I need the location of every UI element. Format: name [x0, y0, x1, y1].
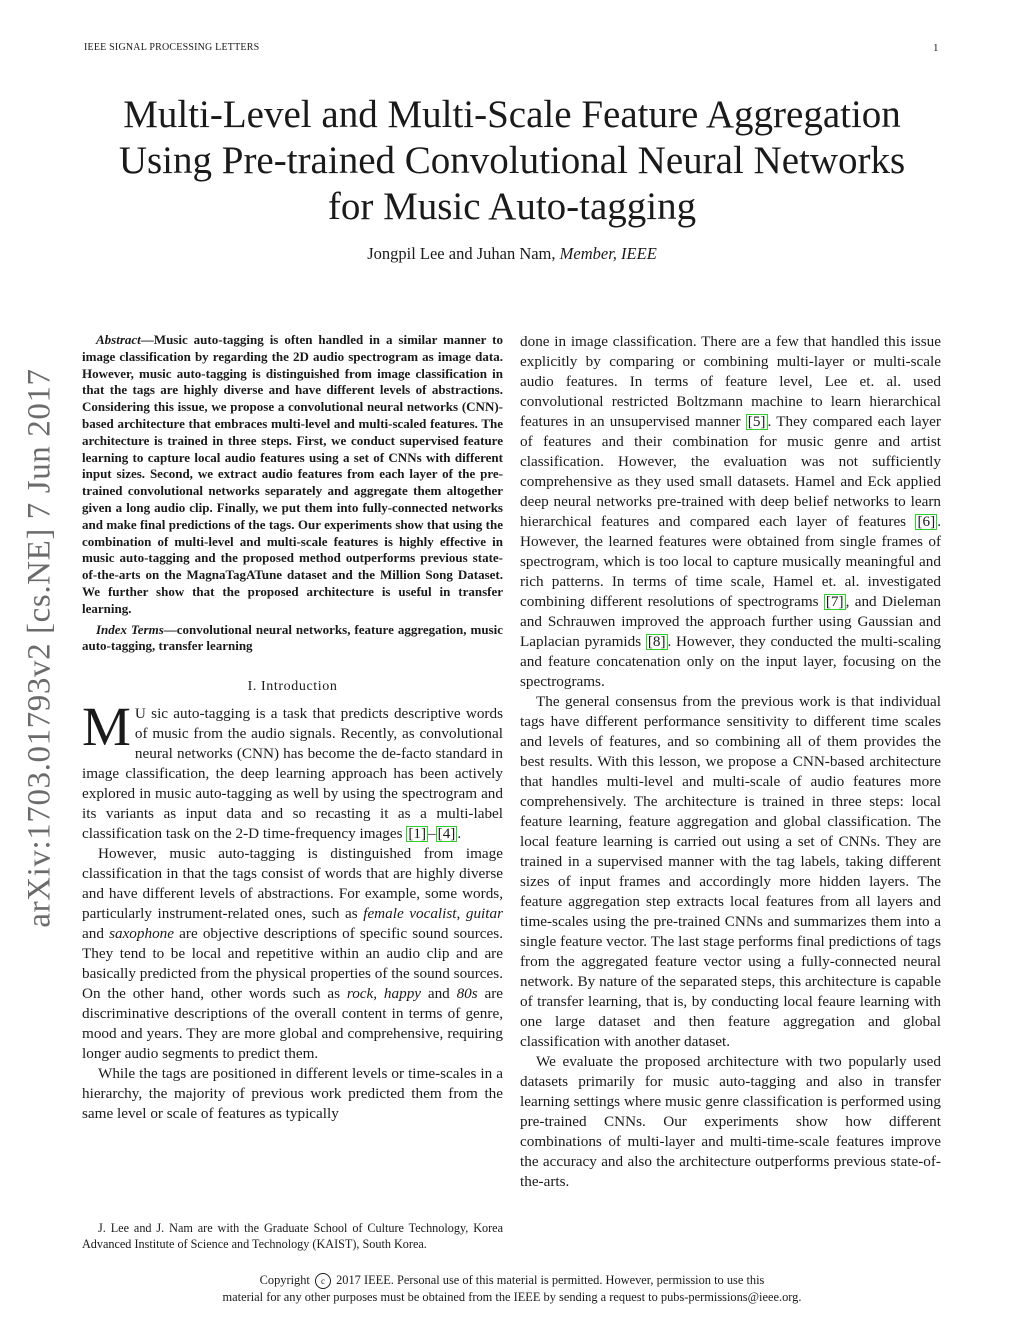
term-rock: rock: [346, 985, 374, 1003]
term-happy: happy: [383, 985, 422, 1003]
copyright-line-2: material for any other purposes must be obtained from the IEEE by sending a request to pubs-permissions@ieee.org.: [222, 1290, 802, 1305]
abstract-dash: —: [140, 332, 154, 347]
citation-7[interactable]: [7]: [825, 593, 844, 610]
copyright-symbol-icon: c: [315, 1273, 331, 1289]
index-terms-dash: —: [163, 621, 177, 637]
page-number: 1: [933, 42, 939, 54]
term-saxophone: saxophone: [109, 925, 175, 943]
citation-range-dash: –: [428, 825, 436, 843]
section-heading-introduction: I. Introduction: [247, 679, 338, 695]
citation-5[interactable]: [5]: [747, 413, 766, 430]
term-guitar: guitar: [465, 905, 503, 923]
intro-paragraph-4: [520, 332, 941, 692]
abstract: [82, 332, 503, 618]
citation-6[interactable]: [6]: [917, 513, 936, 530]
intro-p2-text-g: are discriminative descriptions of the overall content in terms of genre, mood and years. They are more global and comprehensive, requiring longer audio segments to predict them.: [82, 985, 504, 1063]
intro-p1-end: .: [457, 825, 462, 843]
arxiv-id[interactable]: arXiv:1703.01793v2 [cs.NE] 7 Jun 2017: [21, 368, 58, 928]
index-terms: [82, 622, 503, 656]
title-line-1: Multi-Level and Multi-Scale Feature Aggregation: [123, 93, 901, 136]
intro-p2-text-f: and: [421, 985, 457, 1003]
author-line: [84, 244, 940, 264]
intro-p4-text-e: . However, they conducted the multi-scaling and feature concatenation only on the input layer, focusing on the spectrograms.: [520, 633, 942, 690]
intro-p4-text-c: . However, the learned features were obtained from single frames of spectrogram, which is too local to capture musically meaningful and rich patterns. In terms of time scale, Hamel et. al. investigated combining different resolutions of spectrograms: [520, 513, 941, 610]
term-female-vocalist: female vocalist: [363, 905, 457, 923]
intro-p2-text-a: However, music auto-tagging is distinguished from image classification in that the tags consist of words that are highly diverse and have different levels of abstractions. For example, some words, particularly instrument-related ones, such as: [82, 845, 503, 923]
title-line-2: Using Pre-trained Convolutional Neural Networks: [118, 139, 906, 182]
intro-p2-text-b: ,: [456, 905, 466, 923]
paper-title: [84, 92, 940, 230]
left-column: [82, 332, 503, 1124]
copyright-text-a: Copyright: [259, 1273, 313, 1287]
copyright-text-b: 2017 IEEE. Personal use of this material is permitted. However, permission to use this: [332, 1273, 765, 1287]
intro-p2-text-e: ,: [373, 985, 384, 1003]
intro-p2-text-c: and: [82, 925, 110, 943]
intro-paragraph-6: We evaluate the proposed architecture with two popularly used datasets primarily for music auto-tagging and also in transfer learning settings where music genre classification is performed using pre-trained CNNs. Our experiments show how different combinations of multi-layer and multi-time-scale features improve the accuracy and also the architecture outperforms previous state-of-the-arts.: [520, 1053, 941, 1190]
right-column: [520, 332, 941, 1192]
intro-paragraph-1: [82, 696, 503, 844]
citation-8[interactable]: [8]: [647, 633, 666, 650]
citation-1[interactable]: [1]: [408, 825, 427, 843]
intro-paragraph-3: While the tags are positioned in different levels or time-scales in a hierarchy, the majority of previous work predicted them from the same level or scale of features as typically: [82, 1065, 503, 1123]
index-terms-text: convolutional neural networks, feature aggregation, music auto-tagging, transfer learning: [82, 621, 503, 654]
abstract-text: Music auto-tagging is often handled in a similar manner to image classification by regarding the 2D audio spectrogram as image data. However, music auto-tagging is distinguished from image classification in that the tags are highly diverse and have different levels of abstractions. Considering this issue, we propose a convolutional neural networks (CNN)-based architecture that embraces multi-level and multi-scaled features. The architecture is trained in three steps. First, we conduct supervised feature learning to capture local audio features using a set of CNNs with different input sizes. Second, we extract audio features from each layer of the pre-trained convolutional networks separately and aggregate them altogether given a long audio clip. Finally, we put them into fully-connected networks and make final predictions of the tags. Our experiments show that using the combination of multi-level and multi-scale features is highly effective in music auto-tagging and the proposed method outperforms previous state-of-the-arts on the MagnaTagATune dataset and the Million Song Dataset. We further show that the proposed architecture is useful in transfer learning.: [82, 332, 503, 616]
drop-cap: M: [82, 696, 131, 758]
copyright-line-1: [84, 1272, 940, 1289]
author-names: Jongpil Lee and Juhan Nam,: [367, 244, 560, 263]
author-membership: Member, IEEE: [559, 244, 657, 263]
intro-p2-text-d: are objective descriptions of specific sound sources. They tend to be local and repetitive within an audio clip and are basically predicted from the physical properties of the sound sources. On the other hand, other words such as: [82, 925, 503, 1003]
affiliation-footnote: J. Lee and J. Nam are with the Graduate School of Culture Technology, Korea Advanced Institute of Science and Technology (KAIST), South Korea.: [82, 1221, 503, 1251]
intro-p4-text-a: done in image classification. There are a few that handled this issue explicitly by comparing or combining multi-layer or multi-scale audio features. In terms of feature level, Lee et. al. used convolutional restricted Boltzmann machine to learn hierarchical features in an unsupervised manner: [520, 333, 941, 430]
title-line-3: for Music Auto-tagging: [327, 185, 697, 228]
intro-p4-text-d: , and Dieleman and Schrauwen improved the approach further using Gaussian and Laplacian pyramids: [520, 593, 942, 650]
intro-paragraph-5: The general consensus from the previous work is that individual tags have different performance sensitivity to different time scales and levels of features, and so combining all of them provides the best results. With this lesson, we propose a CNN-based architecture that handles multi-level and multi-scale of audio features more comprehensively. The architecture is trained in three steps: local feature learning, feature aggregation and global classification. The local feature learning is carried out using a set of CNNs. They are trained in a supervised manner with the tag labels, taking different sizes of input frames and accordingly more hidden layers. The feature aggregation step extracts local features from all layers and time-scales using the pre-trained CNNs and summarizes them into a single feature vector. The last stage performs final predictions of tags from the aggregated feature vector using a fully-connected neural network. By nature of the separated steps, this architecture is capable of transfer learning, that is, by conducting local feaure learning with one large dataset and then feature aggregation and global classification with another dataset.: [520, 693, 941, 1050]
index-terms-label: Index Terms: [96, 621, 164, 637]
intro-p1-text: U sic auto-tagging is a task that predicts descriptive words of music from the audio signals. Recently, as convolutional neural networks (CNN) has become the de-facto standard in image classification, the deep learning approach has been actively explored in music auto-tagging as well by using the spectrogram and its variants as input data and so recasting it as a multi-label classification task on the 2-D time-frequency images: [82, 705, 503, 843]
intro-p4-text-b: . They compared each layer of features and their combination for music genre and artist classification. However, the evaluation was not sufficiently comprehensive as they used small datasets. Hamel and Eck applied deep neural networks pre-trained with deep belief networks to learn hierarchical features and compared each layer of features: [520, 413, 941, 530]
abstract-label: Abstract: [96, 332, 141, 347]
citation-4[interactable]: [4]: [437, 825, 456, 843]
copyright-notice: [84, 1272, 940, 1305]
term-80s: 80s: [456, 985, 478, 1003]
intro-paragraph-2: [82, 844, 503, 1064]
running-header-journal: IEEE SIGNAL PROCESSING LETTERS: [84, 42, 260, 53]
